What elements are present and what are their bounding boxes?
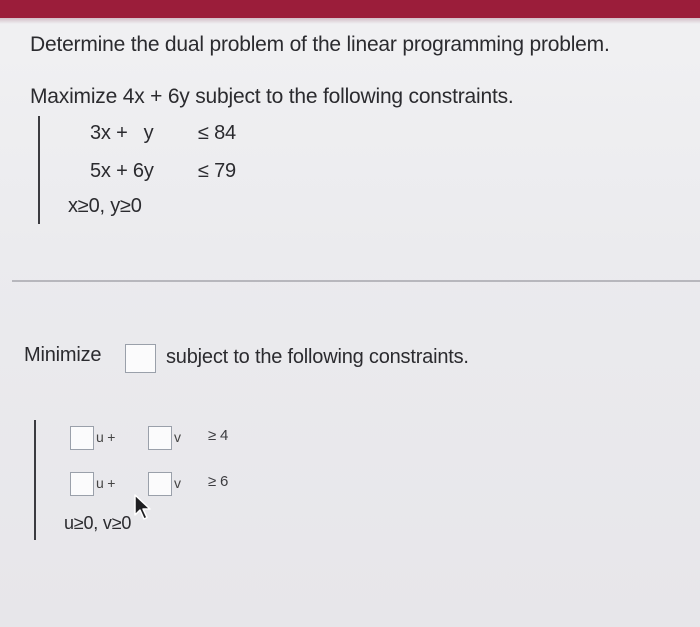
primal-statement: Maximize 4x + 6y subject to the following constraints. [30,85,514,108]
constraint-2-u-coefficient-input[interactable] [70,472,94,496]
section-divider [12,280,700,282]
top-bar-shadow [0,18,700,24]
constraint-1-rhs: ≥ 4 [208,427,229,444]
constraint-2-u-variable: u + [96,475,116,491]
primal-nonnegativity: x≥0, y≥0 [68,195,142,217]
primal-constraint-1-rhs: ≤ 84 [198,122,236,144]
dual-constraint-brace [34,420,36,540]
constraint-1-v-coefficient-input[interactable] [148,426,172,450]
constraint-1-u-variable: u + [96,429,116,445]
dual-nonnegativity: u≥0, v≥0 [64,513,132,533]
constraint-1-v-variable: v [174,429,181,445]
subject-to-label: subject to the following constraints. [166,346,469,368]
constraint-2-rhs: ≥ 6 [208,473,229,490]
objective-input[interactable] [125,344,156,373]
top-bar [0,0,700,18]
question-heading: Determine the dual problem of the linear programming problem. [30,33,610,56]
constraint-1-u-coefficient-input[interactable] [70,426,94,450]
primal-constraint-2-lhs: 5x + 6y [90,160,154,182]
primal-constraint-brace [38,116,40,224]
constraint-2-v-variable: v [174,475,181,491]
minimize-label: Minimize [24,344,102,366]
mouse-pointer-icon [133,493,153,521]
primal-constraint-1-lhs: 3x + y [90,122,154,144]
primal-constraint-2-rhs: ≤ 79 [198,160,236,182]
